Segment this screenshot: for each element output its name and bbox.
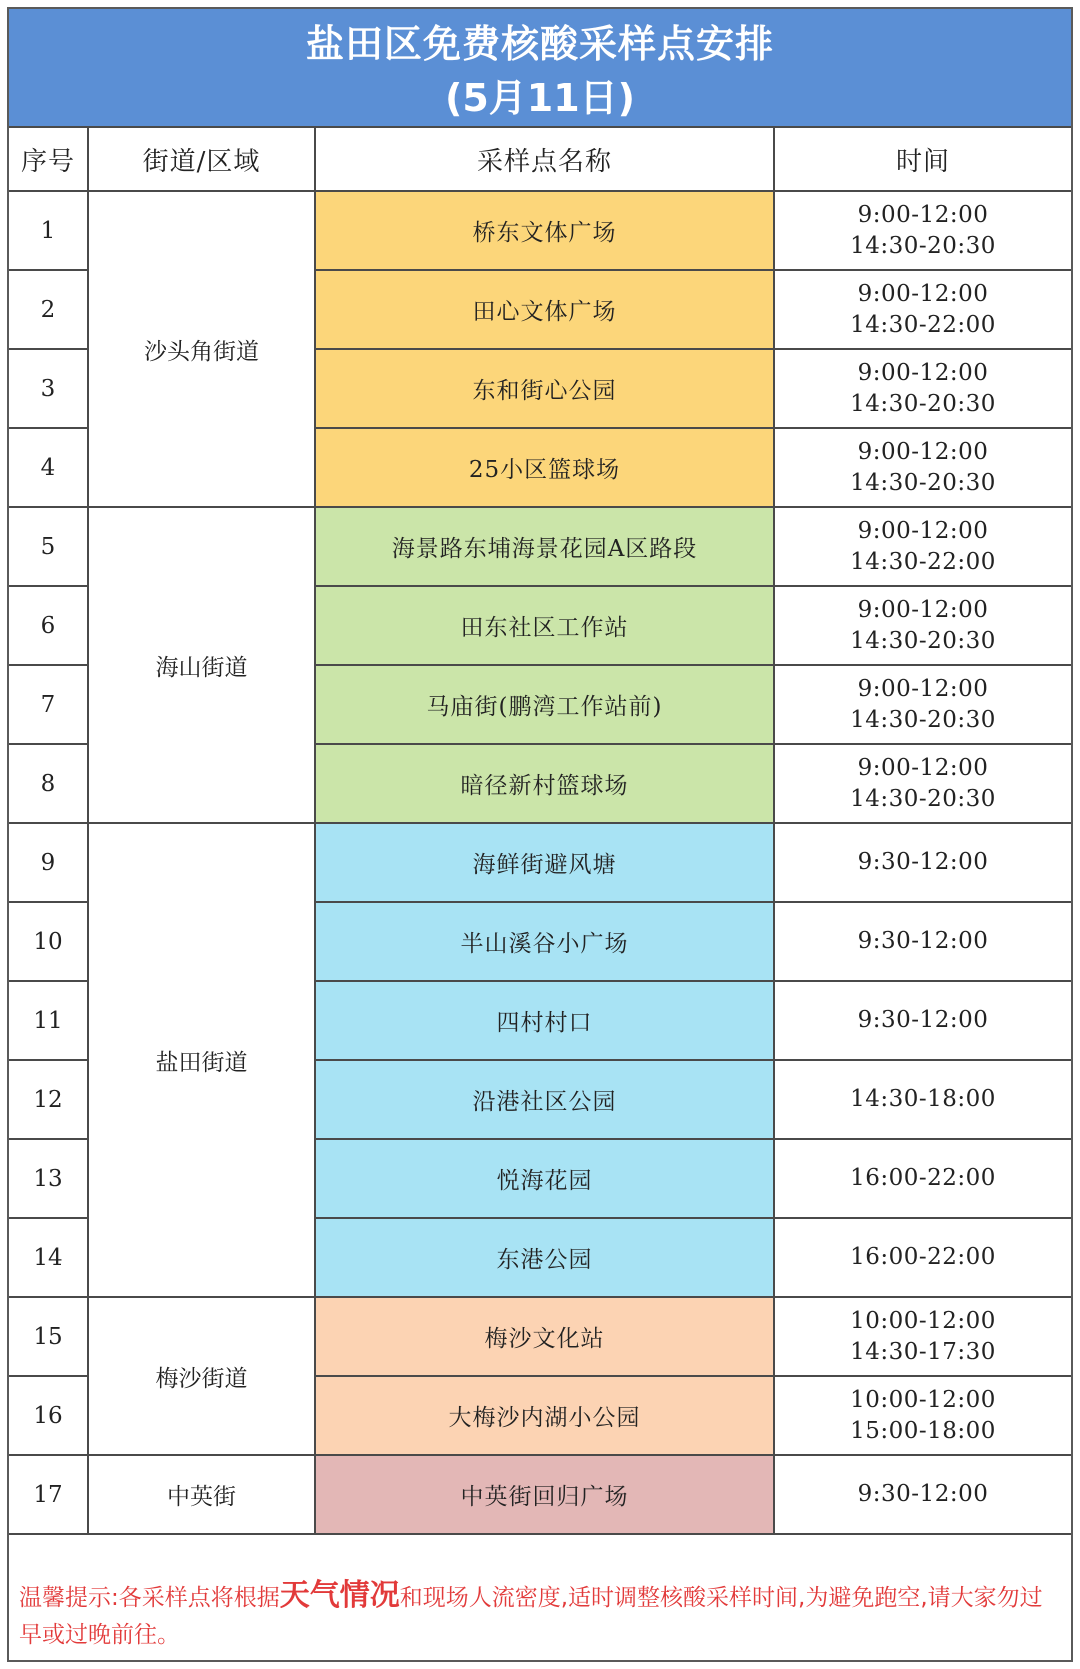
time-range: 9:00-12:00	[857, 438, 989, 465]
site-name: 半山溪谷小广场	[315, 902, 774, 981]
notice-text	[9, 1565, 1071, 1660]
site-name: 沿港社区公园	[315, 1060, 774, 1139]
time-cell	[774, 1139, 1071, 1218]
time-cell	[774, 902, 1071, 981]
time-range: 9:00-12:00	[857, 754, 989, 781]
site-name: 东和街心公园	[315, 349, 774, 428]
time-range: 14:30-20:30	[850, 627, 996, 654]
row-index: 7	[9, 665, 88, 744]
column-header-site: 采样点名称	[315, 127, 774, 191]
time-cell	[774, 1455, 1071, 1534]
row-index: 5	[9, 507, 88, 586]
time-cell	[774, 428, 1071, 507]
column-header-street: 街道/区域	[88, 127, 315, 191]
time-cell	[774, 1376, 1071, 1455]
time-range: 14:30-20:30	[850, 469, 996, 496]
time-range: 9:00-12:00	[857, 675, 989, 702]
site-name: 田心文体广场	[315, 270, 774, 349]
table-header-row	[9, 127, 1071, 191]
time-cell	[774, 586, 1071, 665]
site-name: 马庙街(鹏湾工作站前)	[315, 665, 774, 744]
time-range: 10:00-12:00	[850, 1386, 996, 1413]
row-index: 14	[9, 1218, 88, 1297]
site-name: 25小区篮球场	[315, 428, 774, 507]
time-cell	[774, 1060, 1071, 1139]
site-name: 海景路东埔海景花园A区路段	[315, 507, 774, 586]
street-name: 沙头角街道	[88, 191, 315, 507]
row-index: 3	[9, 349, 88, 428]
time-range: 14:30-20:30	[850, 706, 996, 733]
street-name: 盐田街道	[88, 823, 315, 1297]
row-index: 17	[9, 1455, 88, 1534]
row-index: 9	[9, 823, 88, 902]
street-name: 中英街	[88, 1455, 315, 1534]
time-cell	[774, 1297, 1071, 1376]
time-range: 14:30-18:00	[850, 1086, 996, 1112]
time-cell	[774, 349, 1071, 428]
time-range: 14:30-20:30	[850, 232, 996, 259]
site-name: 海鲜街避风塘	[315, 823, 774, 902]
row-index: 10	[9, 902, 88, 981]
time-range: 14:30-17:30	[850, 1338, 996, 1365]
site-name: 梅沙文化站	[315, 1297, 774, 1376]
time-range: 16:00-22:00	[850, 1244, 996, 1270]
time-range: 14:30-22:00	[850, 548, 996, 575]
time-range: 15:00-18:00	[850, 1417, 996, 1444]
site-name: 暗径新村篮球场	[315, 744, 774, 823]
page-title: 盐田区免费核酸采样点安排	[305, 22, 774, 66]
table-row	[9, 191, 1071, 270]
time-range: 9:00-12:00	[857, 359, 989, 386]
row-index: 4	[9, 428, 88, 507]
time-range: 9:00-12:00	[857, 201, 989, 228]
site-name: 四村村口	[315, 981, 774, 1060]
row-index: 11	[9, 981, 88, 1060]
time-cell	[774, 981, 1071, 1060]
time-range: 9:30-12:00	[857, 1007, 989, 1033]
table-body	[9, 191, 1071, 1534]
table-row	[9, 1455, 1071, 1534]
table-row	[9, 1297, 1071, 1376]
time-range: 14:30-20:30	[850, 390, 996, 417]
table-row	[9, 823, 1071, 902]
row-index: 13	[9, 1139, 88, 1218]
time-range: 9:00-12:00	[857, 596, 989, 623]
site-name: 悦海花园	[315, 1139, 774, 1218]
time-range: 10:00-12:00	[850, 1307, 996, 1334]
time-range: 9:30-12:00	[857, 1481, 989, 1507]
time-range: 9:00-12:00	[857, 517, 989, 544]
time-cell	[774, 744, 1071, 823]
site-name: 中英街回归广场	[315, 1455, 774, 1534]
row-index: 8	[9, 744, 88, 823]
row-index: 1	[9, 191, 88, 270]
time-cell	[774, 665, 1071, 744]
page-date: (5月11日)	[444, 76, 636, 120]
time-range: 14:30-22:00	[850, 311, 996, 338]
notice-emphasis: 天气情况	[279, 1578, 400, 1613]
time-range: 9:30-12:00	[857, 849, 989, 875]
site-name: 田东社区工作站	[315, 586, 774, 665]
time-cell	[774, 823, 1071, 902]
time-range: 9:30-12:00	[857, 928, 989, 954]
time-range: 16:00-22:00	[850, 1165, 996, 1191]
row-index: 12	[9, 1060, 88, 1139]
site-name: 大梅沙内湖小公园	[315, 1376, 774, 1455]
street-name: 海山街道	[88, 507, 315, 823]
row-index: 15	[9, 1297, 88, 1376]
site-name: 桥东文体广场	[315, 191, 774, 270]
time-range: 14:30-20:30	[850, 785, 996, 812]
time-cell	[774, 270, 1071, 349]
row-index: 16	[9, 1376, 88, 1455]
site-name: 东港公园	[315, 1218, 774, 1297]
notice-prefix: 温馨提示:各采样点将根据	[19, 1585, 280, 1611]
schedule-sheet	[7, 7, 1073, 1662]
column-header-index: 序号	[9, 127, 88, 191]
row-index: 2	[9, 270, 88, 349]
title-banner	[9, 9, 1071, 128]
time-cell	[774, 507, 1071, 586]
column-header-time: 时间	[774, 127, 1071, 191]
sampling-schedule-table	[9, 126, 1071, 1535]
time-cell	[774, 191, 1071, 270]
table-row	[9, 507, 1071, 586]
notice-suffix: 和现场人流密度,适时调整核酸采样时间,为避免跑空,请大家勿过早或过晚前往。	[19, 1585, 1043, 1648]
street-name: 梅沙街道	[88, 1297, 315, 1455]
time-range: 9:00-12:00	[857, 280, 989, 307]
time-cell	[774, 1218, 1071, 1297]
row-index: 6	[9, 586, 88, 665]
